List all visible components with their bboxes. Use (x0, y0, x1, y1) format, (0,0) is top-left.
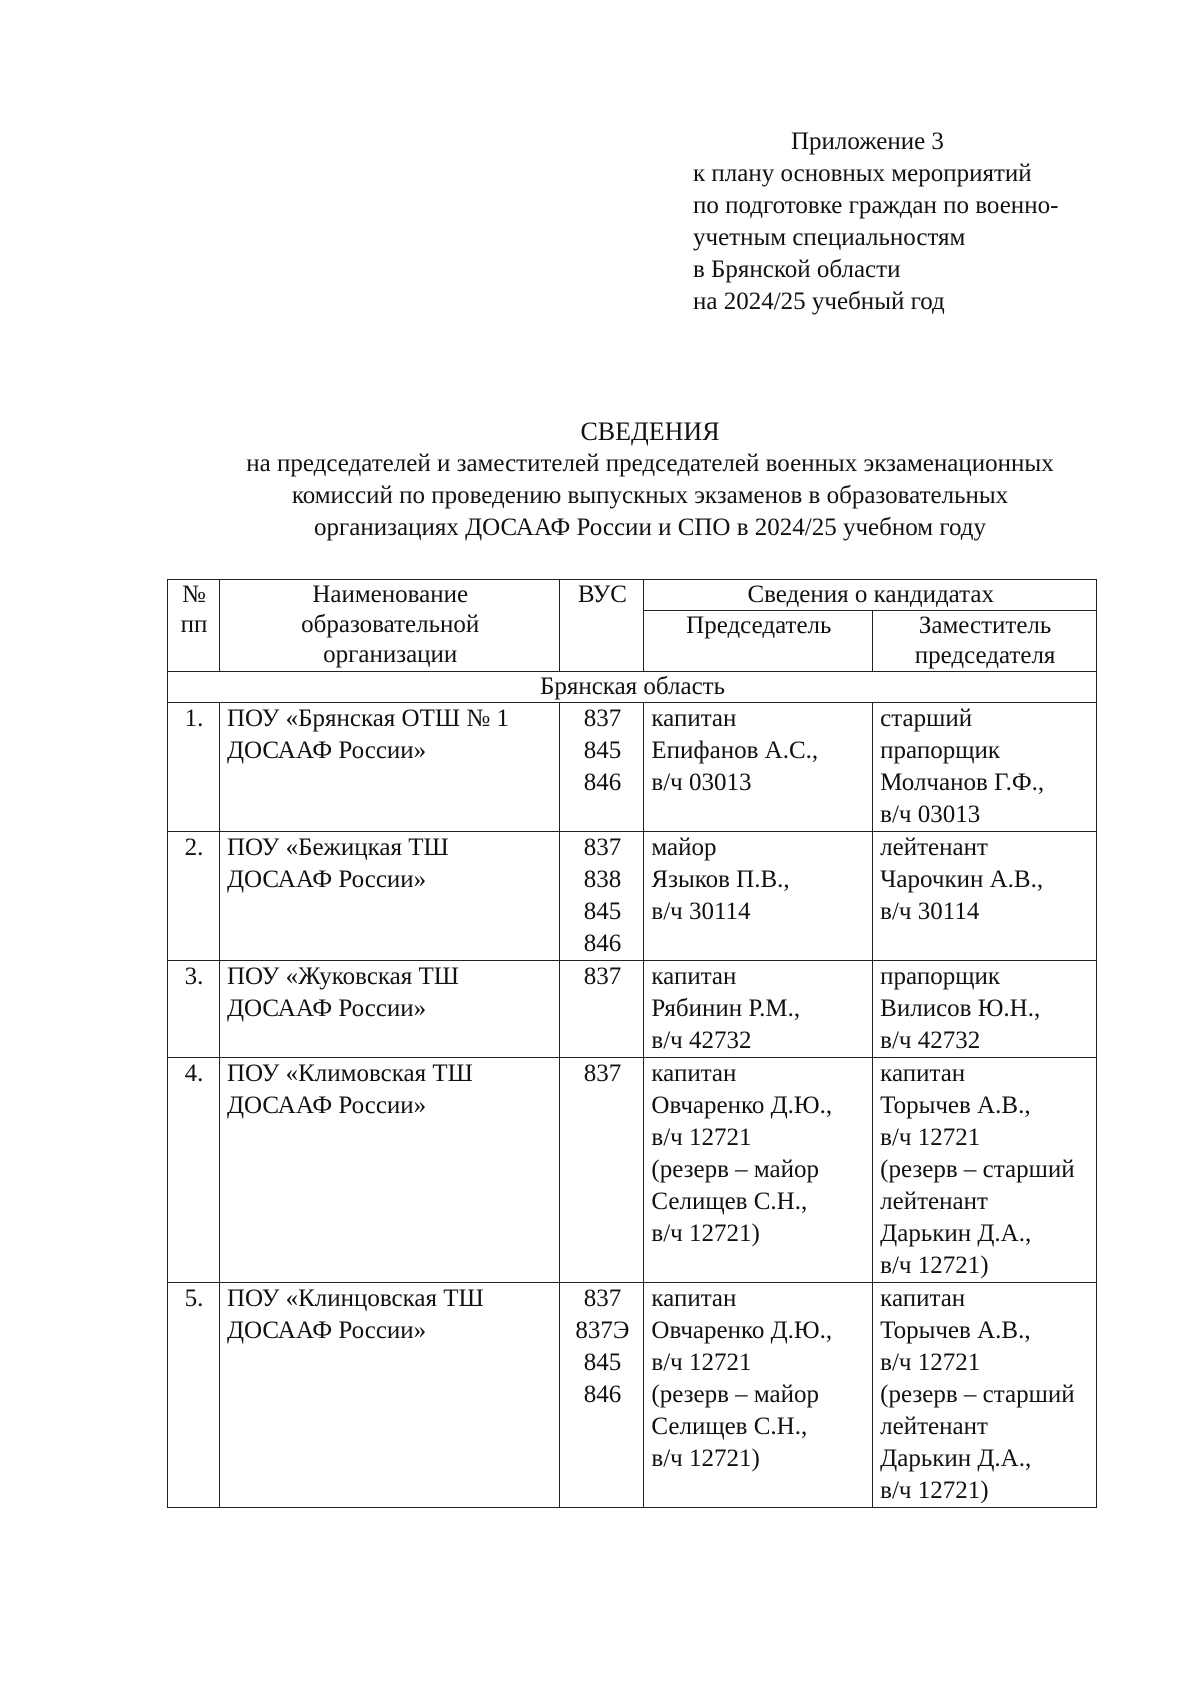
row-deputy (873, 961, 1097, 1058)
row-chair-line: капитан (651, 1285, 737, 1312)
row-vus (560, 703, 644, 832)
row-chair-line: (резерв – майор (651, 1156, 820, 1183)
row-deputy-line: Молчанов Г.Ф., (880, 769, 1045, 796)
region-row (168, 672, 1097, 703)
row-vus (560, 1058, 644, 1283)
row-chair-line: Языков П.В., (651, 866, 790, 893)
table-header-row (168, 580, 1097, 611)
row-deputy-line: в/ч 03013 (880, 801, 981, 828)
row-chair-line: капитан (651, 705, 737, 732)
header-num-line: пп (180, 611, 208, 638)
row-deputy-line: в/ч 12721) (880, 1477, 989, 1504)
row-deputy-line: старший (880, 705, 973, 732)
appendix-line: Приложение 3 (791, 128, 944, 155)
row-chair-line: Рябинин Р.М., (651, 995, 801, 1022)
row-org (219, 703, 560, 832)
row-num: 5. (168, 1283, 220, 1508)
row-org (219, 961, 560, 1058)
appendix-line: учетным специальностям (693, 224, 966, 251)
document-subtitle-line: комиссий по проведению выпускных экзаменов в образовательных (291, 482, 1009, 509)
row-deputy-line: в/ч 12721) (880, 1252, 989, 1279)
row-vus-line: 837 (583, 705, 622, 732)
row-org-line: ПОУ «Клинцовская ТШ (226, 1285, 484, 1312)
row-deputy-line: прапорщик (880, 737, 1000, 764)
table-row (168, 1058, 1097, 1283)
row-vus-line: 845 (583, 1349, 622, 1376)
row-deputy-line: в/ч 12721 (880, 1124, 981, 1151)
header-deputy-line: председателя (914, 642, 1056, 669)
row-num: 2. (168, 832, 220, 961)
row-org-line: ДОСААФ России» (226, 1317, 427, 1344)
row-chair-line: майор (651, 834, 717, 861)
header-chair: Председатель (644, 611, 873, 672)
header-org (219, 580, 560, 672)
row-chair-line: Селищев С.Н., (651, 1413, 808, 1440)
header-candidates: Сведения о кандидатах (644, 580, 1097, 611)
row-chair-line: в/ч 12721) (651, 1445, 760, 1472)
row-chair (644, 961, 873, 1058)
row-vus-line: 837Э (575, 1317, 630, 1344)
row-deputy-line: в/ч 12721 (880, 1349, 981, 1376)
row-deputy-line: (резерв – старший (880, 1381, 1075, 1408)
header-num-line: № (182, 581, 206, 608)
row-org (219, 1283, 560, 1508)
row-deputy-line: капитан (880, 1060, 966, 1087)
row-vus-line: 837 (583, 1285, 622, 1312)
row-deputy-line: (резерв – старший (880, 1156, 1075, 1183)
row-deputy-line: в/ч 42732 (880, 1027, 981, 1054)
row-vus (560, 961, 644, 1058)
row-deputy-line: лейтенант (880, 834, 988, 861)
row-chair (644, 832, 873, 961)
row-vus-line: 837 (583, 834, 622, 861)
row-org-line: ДОСААФ России» (226, 1092, 427, 1119)
row-chair-line: Овчаренко Д.Ю., (651, 1317, 833, 1344)
row-chair-line: в/ч 42732 (651, 1027, 752, 1054)
header-deputy-line: Заместитель (918, 612, 1052, 639)
document-subtitle-line: организациях ДОСААФ России и СПО в 2024/25 учебном году (314, 514, 986, 541)
row-deputy-line: в/ч 30114 (880, 898, 980, 925)
row-vus (560, 1283, 644, 1508)
row-deputy (873, 703, 1097, 832)
row-chair-line: капитан (651, 963, 737, 990)
header-org-line: организации (323, 641, 458, 668)
row-org-line: ПОУ «Бежицкая ТШ (226, 834, 449, 861)
table-row (168, 961, 1097, 1058)
region-label: Брянская область (168, 672, 1097, 703)
row-chair (644, 1058, 873, 1283)
row-org (219, 1058, 560, 1283)
row-org-line: ДОСААФ России» (226, 995, 427, 1022)
row-num: 4. (168, 1058, 220, 1283)
document-subtitle-line: на председателей и заместителей председателей военных экзаменационных (246, 450, 1054, 477)
row-org-line: ДОСААФ России» (226, 866, 427, 893)
table-row (168, 703, 1097, 832)
row-vus (560, 832, 644, 961)
row-chair-line: (резерв – майор (651, 1381, 820, 1408)
row-org-line: ПОУ «Брянская ОТШ № 1 (226, 705, 509, 732)
row-chair-line: Епифанов А.С., (651, 737, 819, 764)
row-deputy-line: Чарочкин А.В., (880, 866, 1044, 893)
row-vus-line: 846 (583, 769, 622, 796)
commissions-table (167, 579, 1097, 1508)
row-vus-line: 837 (583, 1060, 622, 1087)
appendix-line: к плану основных мероприятий (693, 160, 1032, 187)
table-row (168, 1283, 1097, 1508)
row-deputy (873, 832, 1097, 961)
appendix-line: на 2024/25 учебный год (693, 288, 945, 315)
row-vus-line: 837 (583, 963, 622, 990)
row-chair-line: капитан (651, 1060, 737, 1087)
row-org-line: ДОСААФ России» (226, 737, 427, 764)
table-row (168, 832, 1097, 961)
row-deputy (873, 1283, 1097, 1508)
row-vus-line: 838 (583, 866, 622, 893)
header-org-line: Наименование (312, 581, 469, 608)
row-chair (644, 1283, 873, 1508)
header-deputy (873, 611, 1097, 672)
row-deputy-line: Дарькин Д.А., (880, 1445, 1032, 1472)
header-org-line: образовательной (301, 611, 480, 638)
row-chair-line: в/ч 12721) (651, 1220, 760, 1247)
row-chair-line: в/ч 30114 (651, 898, 751, 925)
document-heading (0, 416, 1200, 544)
appendix-line: в Брянской области (693, 256, 901, 283)
row-deputy (873, 1058, 1097, 1283)
table-body (168, 580, 1097, 1508)
row-chair-line: в/ч 12721 (651, 1349, 752, 1376)
row-deputy-line: Торычев А.В., (880, 1092, 1031, 1119)
appendix-block (693, 126, 1058, 318)
row-vus-line: 845 (583, 737, 622, 764)
row-vus-line: 846 (583, 930, 622, 957)
row-chair-line: Селищев С.Н., (651, 1188, 808, 1215)
row-deputy-line: лейтенант (880, 1188, 988, 1215)
header-vus: ВУС (560, 580, 644, 672)
row-num: 3. (168, 961, 220, 1058)
row-deputy-line: Дарькин Д.А., (880, 1220, 1032, 1247)
row-chair (644, 703, 873, 832)
row-org-line: ПОУ «Жуковская ТШ (226, 963, 460, 990)
header-num (168, 580, 220, 672)
row-org (219, 832, 560, 961)
row-deputy-line: Вилисов Ю.Н., (880, 995, 1041, 1022)
row-chair-line: Овчаренко Д.Ю., (651, 1092, 833, 1119)
document-title: СВЕДЕНИЯ (580, 417, 720, 446)
row-num: 1. (168, 703, 220, 832)
row-org-line: ПОУ «Климовская ТШ (226, 1060, 473, 1087)
row-vus-line: 845 (583, 898, 622, 925)
row-chair-line: в/ч 03013 (651, 769, 752, 796)
row-vus-line: 846 (583, 1381, 622, 1408)
row-deputy-line: капитан (880, 1285, 966, 1312)
row-chair-line: в/ч 12721 (651, 1124, 752, 1151)
appendix-line: по подготовке граждан по военно- (693, 192, 1059, 219)
row-deputy-line: лейтенант (880, 1413, 988, 1440)
row-deputy-line: прапорщик (880, 963, 1000, 990)
row-deputy-line: Торычев А.В., (880, 1317, 1031, 1344)
